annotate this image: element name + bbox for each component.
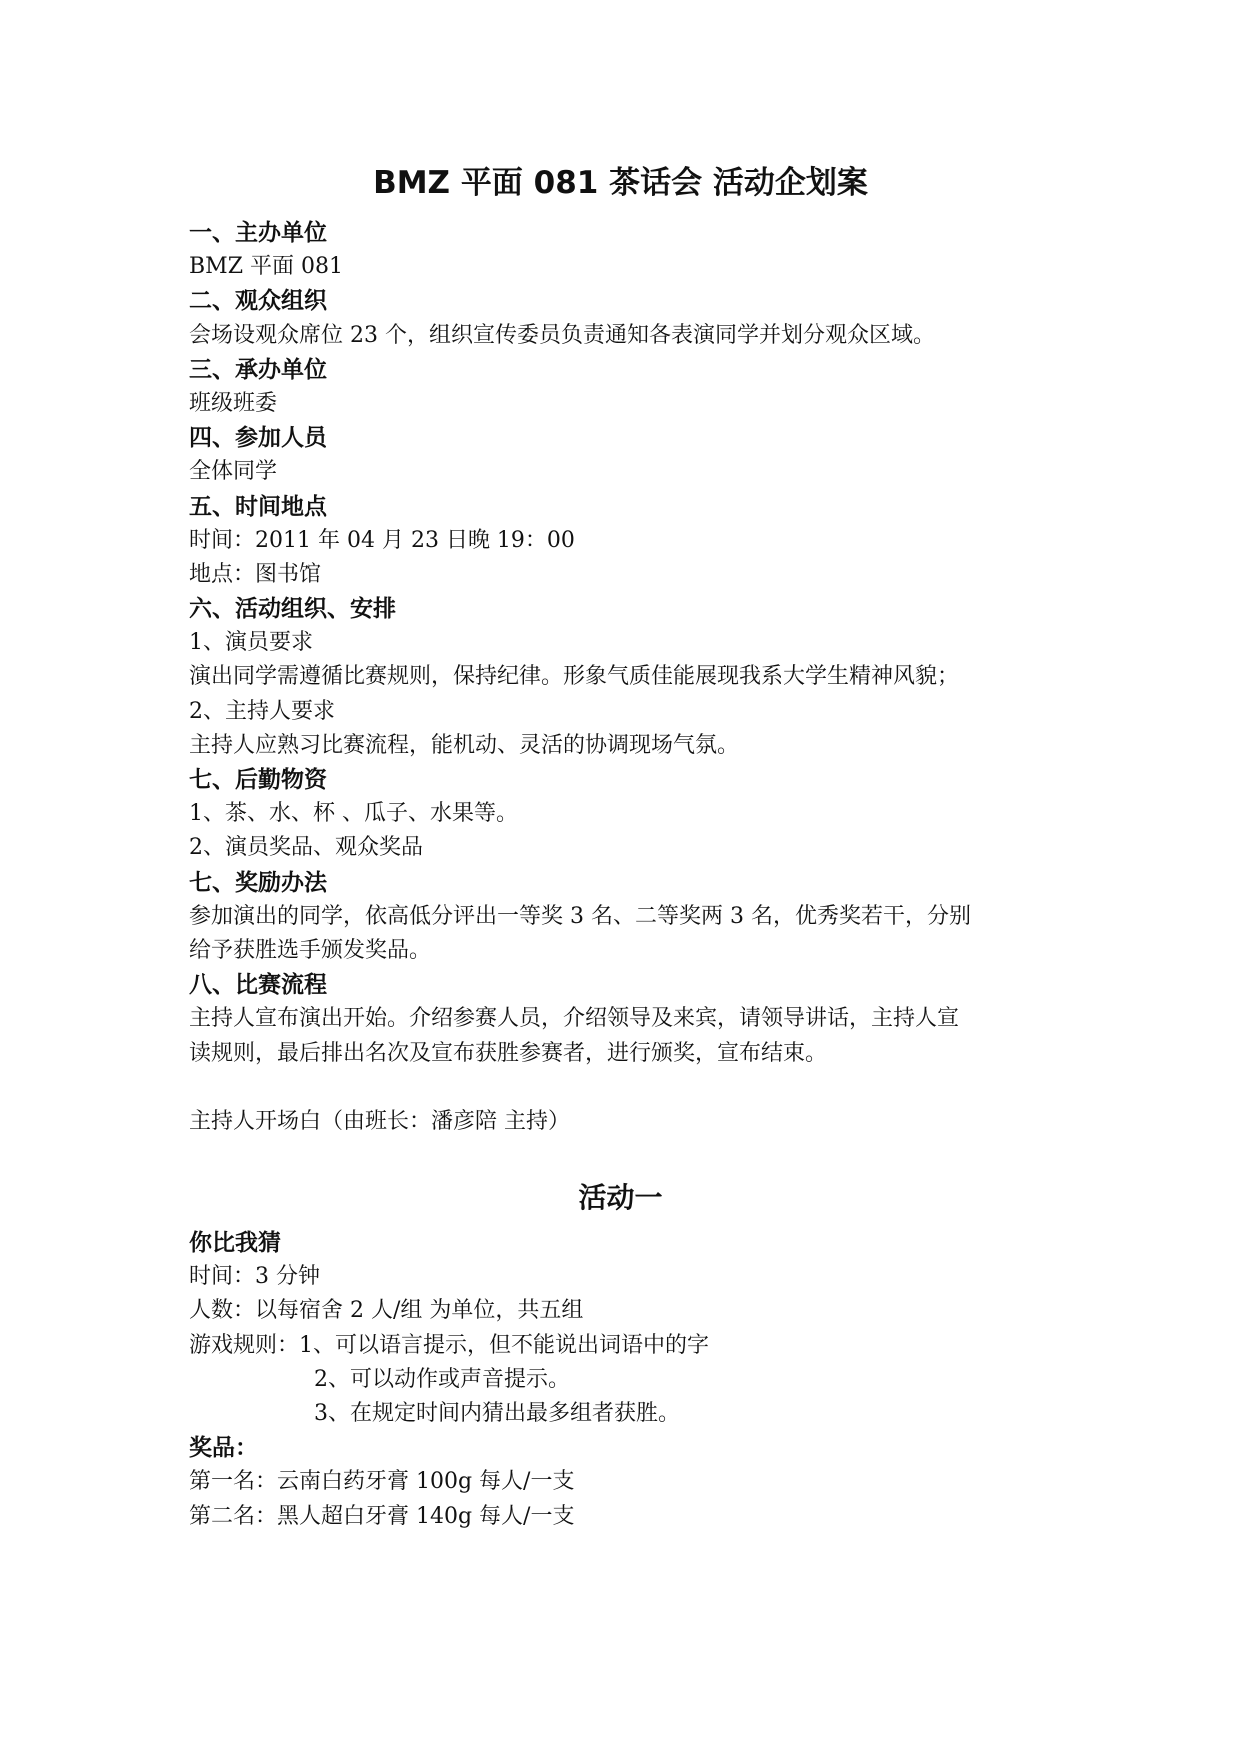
section-heading-arrangement: 六、活动组织、安排: [189, 596, 396, 623]
game-rule-2: 2、可以动作或声音提示。: [314, 1366, 570, 1392]
section-heading-rewards: 七、奖励办法: [189, 869, 327, 896]
section-text: 给予获胜选手颁发奖品。: [189, 937, 432, 963]
game-name: 你比我猜: [189, 1230, 281, 1256]
game-rule-1: [189, 1329, 1069, 1363]
section-text: 2、主持人要求: [189, 698, 335, 724]
section-heading-logistics: 七、后勤物资: [189, 767, 327, 793]
section-text: 主持人应熟习比赛流程，能机动、灵活的协调现场气氛。: [189, 732, 740, 758]
section-text: 参加演出的同学，依高低分评出一等奖 3 名、二等奖两 3 名，优秀奖若干，分别: [189, 903, 971, 929]
section-heading-undertaker: 三、承办单位: [189, 356, 327, 383]
section-text: 演出同学需遵循比赛规则，保持纪律。形象气质佳能展现我系大学生精神风貌；: [189, 664, 960, 690]
activity-body: [189, 1226, 1069, 1534]
section-text: 1、演员要求: [189, 630, 313, 656]
section-text: 1、茶、水、杯 、瓜子、水果等。: [189, 801, 518, 827]
section-text: 班级班委: [189, 390, 278, 416]
section-heading-process: 八、比赛流程: [189, 972, 327, 999]
rules-label: 游戏规则：: [189, 1332, 300, 1358]
activity-title: 活动一: [578, 1181, 663, 1214]
section-text: 主持人宣布演出开始。介绍参赛人员，介绍领导及来宾，请领导讲话，主持人宣: [189, 1006, 960, 1032]
section-heading-organizer: 一、主办单位: [189, 220, 327, 246]
plan-body: [189, 216, 1069, 1139]
document-title: BMZ 平面 081 茶话会 活动企划案: [373, 165, 868, 201]
section-text: 会场设观众席位 23 个，组织宣传委员负责通知各表演同学并划分观众区域。: [189, 322, 935, 348]
section-text: 全体同学: [189, 459, 278, 485]
section-text: 时间：2011 年 04 月 23 日晚 19：00: [189, 527, 575, 553]
game-rule-3: 3、在规定时间内猜出最多组者获胜。: [314, 1400, 680, 1426]
rule-text: 1、可以语言提示，但不能说出词语中的字: [299, 1332, 710, 1358]
prizes-label: 奖品：: [189, 1435, 258, 1462]
game-people: 人数：以每宿舍 2 人/组 为单位，共五组: [189, 1298, 584, 1324]
prize-second: 第二名：黑人超白牙膏 140g 每人/一支: [189, 1503, 575, 1529]
section-heading-participants: 四、参加人员: [189, 425, 327, 452]
game-time: 时间：3 分钟: [189, 1264, 320, 1290]
blank-line: [189, 1071, 1069, 1105]
section-text: BMZ 平面 081: [189, 254, 343, 280]
section-text: 2、演员奖品、观众奖品: [189, 835, 423, 861]
section-text: 读规则，最后排出名次及宣布获胜参赛者，进行颁奖，宣布结束。: [189, 1040, 828, 1066]
section-heading-audience: 二、观众组织: [189, 288, 327, 315]
section-text: 地点：图书馆: [189, 561, 322, 587]
prize-first: 第一名：云南白药牙膏 100g 每人/一支: [189, 1469, 575, 1495]
host-note: 主持人开场白（由班长：潘彦陪 主持）: [189, 1108, 570, 1134]
section-heading-time-place: 五、时间地点: [189, 493, 327, 520]
